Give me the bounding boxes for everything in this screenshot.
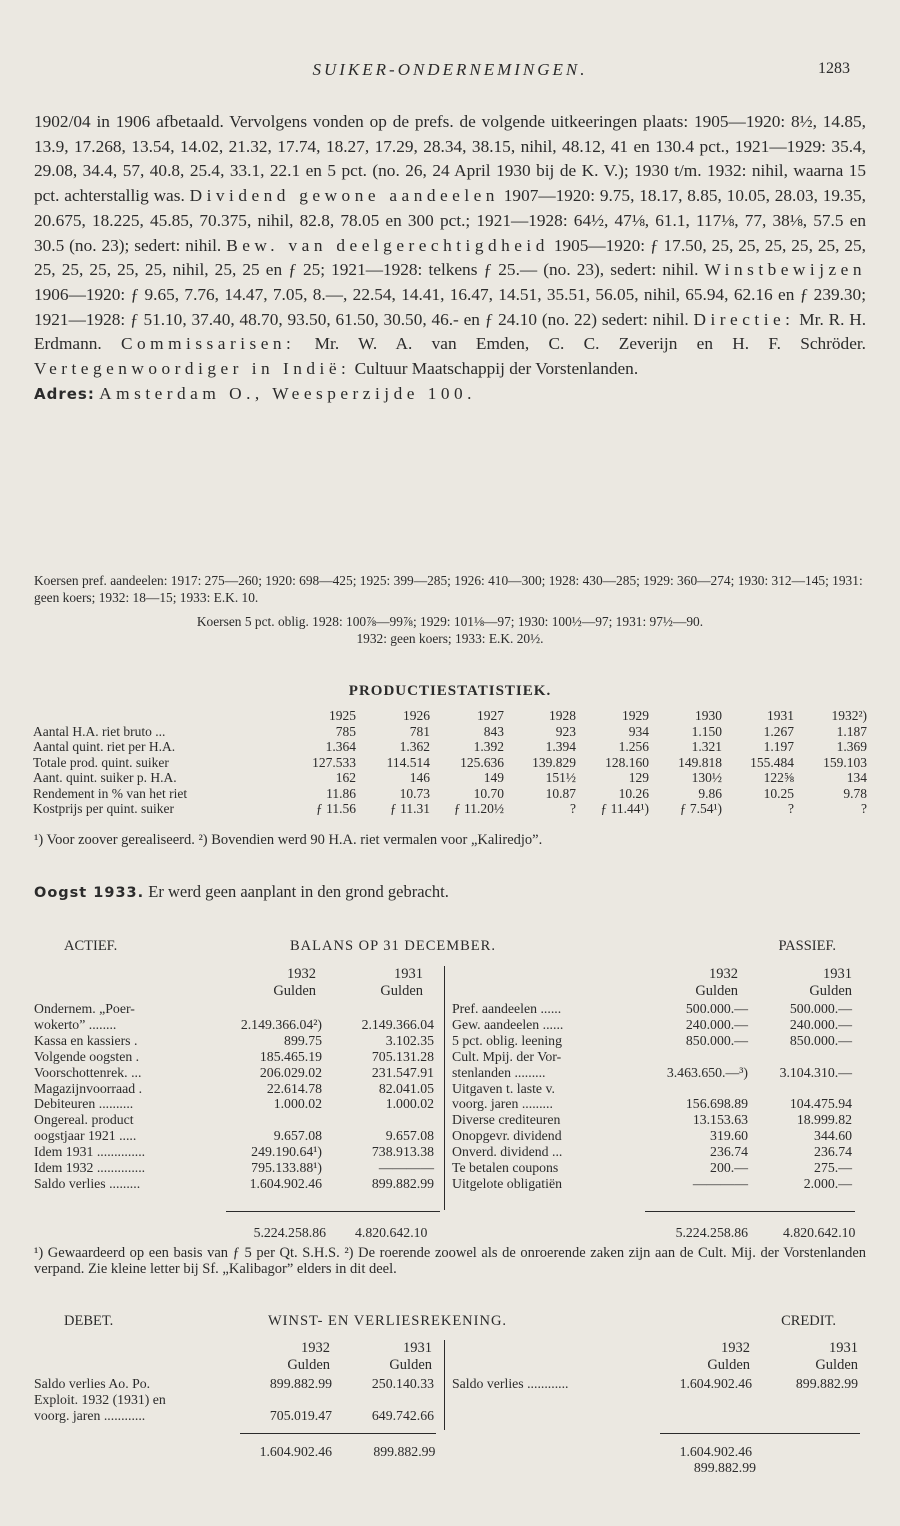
table-cell: 785: [335, 723, 356, 739]
ledger-row: [34, 1112, 434, 1128]
table-cell: 10.70: [473, 785, 504, 801]
table-cell: 1.267: [763, 723, 794, 739]
table-cell: ƒ 11.44¹): [600, 801, 649, 816]
actief-totals: [230, 1225, 430, 1241]
page-number: 1283: [818, 60, 850, 77]
commissarissen-text: Mr. W. A. van Emden, C. C. Zeverijn en H. F. Schröder.: [314, 334, 866, 354]
ledger-label: oogstjaar 1921 .....: [34, 1128, 137, 1144]
actief-total-rule: [226, 1211, 440, 1212]
ledger-label: Saldo verlies .........: [34, 1175, 141, 1191]
passief-totals: [650, 1225, 858, 1241]
ledger-value-1932: 1.604.902.46: [679, 1376, 752, 1391]
debet-table: [34, 1376, 434, 1424]
ledger-value-1931: 344.60: [814, 1128, 852, 1144]
table-row: [33, 739, 867, 755]
productie-year: 1927: [477, 708, 504, 723]
actief-year-1932: 1932: [287, 966, 316, 982]
ledger-value-1932: 249.190.64¹): [251, 1144, 322, 1160]
ledger-value-1931: 82.041.05: [378, 1080, 434, 1096]
credit-year-1932: 1932: [721, 1340, 750, 1356]
productie-year: 1925: [329, 708, 356, 723]
ledger-row: [452, 1049, 852, 1065]
ledger-label: Exploit. 1932 (1931) en: [34, 1391, 166, 1407]
table-row: [33, 770, 867, 786]
table-cell: ƒ 7.54¹): [679, 801, 722, 816]
directie-label: Directie:: [693, 309, 795, 329]
ledger-value-1932: [642, 1081, 748, 1097]
ledger-value-1931: 705.131.28: [371, 1048, 434, 1064]
oogst-section: [34, 882, 449, 902]
koersen-oblig-line1: Koersen 5 pct. oblig. 1928: 100⅞—99⅞; 1929: 101⅛—97; 1930: 100½—97; 1931: 97½—90.: [196, 614, 704, 629]
ledger-value-1931: 2.149.366.04: [361, 1016, 434, 1032]
table-cell: 1.150: [691, 723, 722, 739]
ledger-label: Kassa en kassiers .: [34, 1032, 138, 1048]
ledger-value-1931: 240.000.—: [789, 1016, 852, 1032]
ledger-label: wokerto” ........: [34, 1016, 117, 1032]
oogst-label: Oogst 1933.: [34, 885, 145, 901]
ledger-row: [34, 1128, 434, 1144]
ledger-value-1932: [224, 1112, 322, 1128]
ledger-label: Magazijnvoorraad .: [34, 1080, 143, 1096]
table-cell: 1.187: [836, 723, 867, 739]
ledger-label: Diverse crediteuren: [452, 1112, 561, 1128]
ledger-value-1931: 899.882.99: [371, 1175, 434, 1191]
ledger-label: Ondernem. „Poer-: [34, 1001, 135, 1016]
debet-year-1932: 1932: [301, 1340, 330, 1356]
koersen-oblig-line2: 1932: geen koers; 1933: E.K. 20½.: [356, 631, 544, 646]
table-cell: ?: [861, 801, 867, 816]
table-cell: 1.362: [399, 739, 430, 754]
table-cell: 1.197: [763, 739, 794, 754]
credit-label: CREDIT.: [781, 1313, 836, 1329]
ledger-label: Saldo verlies ............: [452, 1376, 569, 1391]
ledger-row: [452, 1096, 852, 1112]
table-cell: 10.26: [618, 785, 649, 801]
pref-dividend-text: 1902/04 in 1906 afbetaald. Vervolgens vonden op de prefs. de volgende uitkeeringen plaats: 1905—1920: 8½, 14.85, 13.9, 17.268, 13.54, 14.02, 21.32, 17.74, 18.27, 17.29, 28.34, 38.15, nihil, 48.12, 41 en 130.4 pct., 1921—1929: 35.4, 29.08, 34.4, 57, 40.8, 25.4, 33.1, 22.1 en 5 pct. (no. 26, 24 April 1930 bij de K. V.); 1930 t/m. 1932: nihil, waarna 15 pct. achterstallig was.: [34, 112, 866, 206]
debet-col-1931: [340, 1340, 432, 1374]
table-cell: 146: [409, 770, 430, 785]
ledger-value-1931: ————: [378, 1160, 434, 1176]
ledger-row: [452, 1176, 852, 1192]
ledger-value-1931: 104.475.94: [789, 1096, 852, 1112]
ledger-label: Onopgevr. dividend: [452, 1128, 562, 1144]
ledger-value-1931: [322, 1112, 434, 1128]
ledger-value-1931: [748, 1081, 852, 1097]
ledger-label: Onverd. dividend ...: [452, 1144, 563, 1160]
ledger-value-1931: 2.000.—: [803, 1175, 852, 1191]
table-cell: 129: [628, 770, 649, 785]
ledger-value-1932: [234, 1392, 332, 1408]
debet-label: DEBET.: [64, 1313, 114, 1329]
ledger-value-1931: 3.102.35: [385, 1032, 434, 1048]
table-cell: 127.533: [312, 754, 356, 770]
table-cell: 11.86: [326, 785, 356, 801]
actief-total-1931: 4.820.642.10: [355, 1225, 428, 1240]
ledger-value-1931: 738.913.38: [371, 1144, 434, 1160]
ledger-label: Ongereal. product: [34, 1112, 134, 1128]
credit-totals: [652, 1444, 858, 1476]
debet-unit-1931: Gulden: [389, 1357, 432, 1373]
ledger-value-1931: 899.882.99: [795, 1376, 858, 1391]
ledger-row: [34, 1049, 434, 1065]
table-cell: 781: [409, 723, 430, 739]
debet-totals: [234, 1444, 436, 1460]
winst-divider: [444, 1340, 445, 1430]
ledger-value-1932: 200.—: [710, 1160, 748, 1176]
actief-year-1931: 1931: [394, 966, 423, 982]
credit-total-1932: 1.604.902.46: [679, 1444, 752, 1459]
ledger-value-1932: 9.657.08: [273, 1128, 322, 1144]
ledger-value-1932: 240.000.—: [685, 1016, 748, 1032]
table-cell: 934: [628, 723, 649, 739]
actief-unit-1932: Gulden: [273, 983, 316, 999]
ledger-row: [34, 1408, 434, 1424]
ledger-value-1931: 231.547.91: [371, 1064, 434, 1080]
ledger-value-1932: 185.465.19: [259, 1048, 322, 1064]
productie-year: 1932²): [831, 708, 867, 723]
ledger-row: [34, 1096, 434, 1112]
winst-title: WINST- EN VERLIESREKENING.: [268, 1313, 508, 1329]
ledger-value-1931: 250.140.33: [371, 1376, 434, 1391]
table-row: [33, 724, 867, 740]
table-cell: 128.160: [605, 754, 649, 770]
ledger-row: [452, 1112, 852, 1128]
passief-total-rule: [645, 1211, 855, 1212]
row-label: Rendement in % van het riet: [33, 785, 188, 801]
ledger-value-1932: 156.698.89: [685, 1096, 748, 1112]
ledger-value-1932: 1.000.02: [273, 1096, 322, 1112]
actief-col-1931: [335, 966, 423, 1000]
dividend-text: 1907—1920: 9.75, 18.17, 8.85, 10.05, 28.03, 19.35, 20.675, 18.225, 45.85, 70.375, nihil, 82.8, 78.05 en 300 pct.; 1921—1928: 64½, 47⅛, 61.1, 117⅛, 77, 38⅛, 57.5 en 30.5 (no. 23); sedert: nihil.: [34, 186, 866, 255]
table-row: [33, 801, 867, 817]
ledger-row: [34, 1081, 434, 1097]
debet-year-1931: 1931: [403, 1340, 432, 1356]
table-row: [33, 786, 867, 802]
ledger-value-1931: 275.—: [814, 1160, 852, 1176]
table-cell: 149: [483, 770, 504, 785]
table-cell: 923: [555, 723, 576, 739]
passief-label: PASSIEF.: [778, 938, 836, 954]
balans-title: BALANS OP 31 DECEMBER.: [290, 938, 496, 954]
ledger-value-1931: 649.742.66: [371, 1407, 434, 1423]
ledger-label: 5 pct. oblig. leening: [452, 1032, 562, 1048]
bew-label: Bew. van deelgerechtigdheid: [226, 235, 549, 255]
table-cell: 1.392: [473, 739, 504, 754]
koersen-oblig: [34, 613, 866, 647]
productie-year: 1926: [403, 708, 430, 723]
ledger-label: Pref. aandeelen ......: [452, 1001, 562, 1016]
vertegenwoordiger-label: Vertegenwoordiger in Indië:: [34, 359, 351, 379]
row-label: Aantal H.A. riet bruto ...: [33, 723, 166, 739]
ledger-value-1932: 319.60: [710, 1128, 748, 1144]
ledger-label: voorg. jaren .........: [452, 1096, 553, 1112]
debet-total-rule: [240, 1433, 436, 1434]
ledger-label: Voorschottenrek. ...: [34, 1064, 142, 1080]
row-label: Kostprijs per quint. suiker: [33, 801, 174, 816]
table-cell: 1.364: [325, 739, 356, 754]
credit-total-1931: 899.882.99: [693, 1460, 756, 1475]
table-cell: 9.78: [843, 785, 867, 801]
credit-unit-1932: Gulden: [707, 1357, 750, 1373]
adres-text: Amsterdam O., Weesperzijde 100.: [99, 383, 476, 403]
ledger-value-1932: 236.74: [710, 1144, 748, 1160]
ledger-row: [34, 1017, 434, 1033]
passief-total-1932: 5.224.258.86: [675, 1225, 748, 1240]
ledger-value-1932: 22.614.78: [266, 1080, 322, 1096]
vertegenwoordiger-text: Cultuur Maatschappij der Vorstenlanden.: [354, 359, 639, 379]
productie-table: [33, 708, 867, 817]
commissarissen-label: Commissarisen:: [120, 334, 296, 354]
credit-table: [452, 1376, 858, 1392]
passief-col-1931: [760, 966, 852, 1000]
table-cell: 134: [846, 770, 867, 785]
ledger-value-1932: 1.604.902.46: [249, 1175, 322, 1191]
row-label: Totale prod. quint. suiker: [33, 754, 169, 770]
koersen-pref-text: Koersen pref. aandeelen: 1917: 275—260; 1920: 698—425; 1925: 399—285; 1926: 410—300; 1928: 430—285; 1929: 360—274; 1930: 312—145; 1931: geen koers; 1932: 18—15; 1933: E.K. 10.: [34, 573, 863, 605]
table-cell: 125.636: [460, 754, 504, 770]
table-cell: 1.394: [545, 739, 576, 754]
table-cell: 1.256: [618, 739, 649, 754]
table-cell: 130½: [691, 770, 722, 785]
ledger-label: Te betalen coupons: [452, 1160, 559, 1176]
ledger-value-1931: 3.104.310.—: [779, 1064, 852, 1080]
ledger-label: Uitgaven t. laste v.: [452, 1080, 555, 1096]
balans-divider: [444, 966, 445, 1210]
ledger-label: Uitgelote obligatiën: [452, 1175, 562, 1191]
page-header: [0, 60, 900, 84]
ledger-row: [452, 1017, 852, 1033]
productie-year: 1930: [695, 708, 722, 723]
passief-unit-1932: Gulden: [695, 983, 738, 999]
credit-col-1931: [764, 1340, 858, 1374]
ledger-value-1932: 899.882.99: [269, 1376, 332, 1391]
actief-table: [34, 1001, 434, 1192]
ledger-row: [34, 1160, 434, 1176]
table-cell: 10.73: [399, 785, 430, 801]
table-cell: 10.87: [545, 785, 576, 801]
ledger-value-1931: 236.74: [814, 1144, 852, 1160]
ledger-row: [34, 1033, 434, 1049]
balans-footnote: ¹) Gewaardeerd op een basis van ƒ 5 per Qt. S.H.S. ²) De roerende zoowel als de onroerende zaken zijn aan de Cult. Mij. der Vorstenlanden verpand. Zie kleine letter bij Sf. „Kalibagor” elders in dit deel.: [34, 1245, 866, 1277]
table-cell: ƒ 11.56: [316, 801, 356, 816]
ledger-row: [452, 1144, 852, 1160]
table-cell: 162: [335, 770, 356, 785]
ledger-value-1932: 500.000.—: [685, 1001, 748, 1016]
passief-year-1932: 1932: [709, 966, 738, 982]
table-cell: 149.818: [678, 754, 722, 770]
productie-corner: [33, 708, 278, 724]
table-cell: 151½: [545, 770, 576, 785]
row-label: Aant. quint. suiker p. H.A.: [33, 770, 177, 785]
row-label: Aantal quint. riet per H.A.: [33, 739, 176, 754]
credit-year-1931: 1931: [829, 1340, 858, 1356]
ledger-value-1932: 13.153.63: [692, 1112, 748, 1128]
table-cell: ?: [570, 801, 576, 816]
directie-text: Mr. R. H. Erdmann.: [34, 309, 867, 354]
productie-year: 1931: [767, 708, 794, 723]
ledger-label: Debiteuren ..........: [34, 1096, 134, 1112]
ledger-row: [452, 1081, 852, 1097]
credit-unit-1931: Gulden: [815, 1357, 858, 1373]
ledger-value-1931: 1.000.02: [385, 1096, 434, 1112]
oogst-text: Er werd geen aanplant in den grond gebracht.: [148, 882, 449, 901]
ledger-value-1931: 18.999.82: [796, 1112, 852, 1128]
passief-total-1931: 4.820.642.10: [783, 1225, 856, 1240]
ledger-value-1932: ————: [692, 1175, 748, 1191]
table-cell: 159.103: [823, 754, 867, 770]
ledger-value-1932: [224, 1001, 322, 1017]
ledger-row: [452, 1160, 852, 1176]
ledger-label: Gew. aandeelen ......: [452, 1016, 564, 1032]
ledger-value-1931: 9.657.08: [385, 1128, 434, 1144]
ledger-value-1932: 795.133.88¹): [251, 1160, 322, 1176]
table-row: [33, 755, 867, 771]
actief-col-1932: [226, 966, 316, 1000]
ledger-label: Saldo verlies Ao. Po.: [34, 1376, 151, 1391]
ledger-row: [452, 1033, 852, 1049]
table-cell: 9.86: [698, 785, 722, 801]
ledger-value-1932: 705.019.47: [269, 1407, 332, 1423]
ledger-value-1931: [748, 1049, 852, 1065]
dividend-label: Dividend gewone aandeelen: [189, 186, 499, 206]
productie-year: 1929: [622, 708, 649, 723]
credit-total-rule: [660, 1433, 860, 1434]
actief-total-1932: 5.224.258.86: [253, 1225, 326, 1240]
table-cell: ƒ 11.31: [390, 801, 430, 816]
debet-col-1932: [240, 1340, 330, 1374]
passief-table: [452, 1001, 852, 1192]
ledger-label: Volgende oogsten .: [34, 1048, 140, 1064]
winst-text: 1906—1920: ƒ 9.65, 7.76, 14.47, 7.05, 8.—, 22.54, 14.41, 16.47, 14.51, 35.51, 56.05, nihil, 65.94, 62.16 en ƒ 239.30; 1921—1928: ƒ 51.10, 37.40, 48.70, 93.50, 61.50, 30.50, 46.- en ƒ 24.10 (no. 22) sedert: nihil.: [34, 284, 866, 329]
balans-heading: [34, 938, 866, 958]
ledger-label: Idem 1932 ..............: [34, 1160, 146, 1176]
bew-text: 1905—1920: ƒ 17.50, 25, 25, 25, 25, 25, 25, 25, 25, 25, 25, 25, nihil, 25, 25 en ƒ 25; 1921—1928: telkens ƒ 25.— (no. 23), sedert: nihil.: [34, 235, 866, 280]
ledger-row: [452, 1376, 858, 1392]
ledger-value-1931: [322, 1001, 434, 1017]
table-cell: ?: [788, 801, 794, 816]
debet-unit-1932: Gulden: [287, 1357, 330, 1373]
productie-footnote: ¹) Voor zoover gerealiseerd. ²) Bovendien werd 90 H.A. riet vermalen voor „Kaliredjo”.: [34, 832, 543, 848]
table-cell: 114.514: [386, 754, 430, 770]
ledger-label: Cult. Mpij. der Vor-: [452, 1048, 562, 1064]
table-cell: 122⅝: [763, 770, 794, 785]
ledger-row: [452, 1001, 852, 1017]
table-cell: ƒ 11.20½: [453, 801, 504, 816]
ledger-row: [34, 1176, 434, 1192]
adres-label: Adres:: [34, 384, 95, 403]
productie-title: PRODUCTIESTATISTIEK.: [348, 683, 552, 699]
ledger-value-1932: 2.149.366.04²): [240, 1016, 322, 1032]
table-cell: 1.321: [691, 739, 722, 754]
company-description: [34, 110, 866, 406]
ledger-value-1932: [642, 1049, 748, 1065]
debet-total-1932: 1.604.902.46: [259, 1444, 332, 1459]
table-cell: 10.25: [763, 785, 794, 801]
ledger-row: [452, 1128, 852, 1144]
ledger-value-1931: 500.000.—: [789, 1001, 852, 1016]
running-title: SUIKER-ONDERNEMINGEN.: [312, 60, 588, 79]
ledger-row: [34, 1144, 434, 1160]
actief-label: ACTIEF.: [64, 938, 118, 954]
productie-year-row: [33, 708, 867, 724]
actief-unit-1931: Gulden: [380, 983, 423, 999]
table-cell: 139.829: [532, 754, 576, 770]
winst-heading: [34, 1313, 866, 1333]
passief-col-1932: [650, 966, 738, 1000]
ledger-label: voorg. jaren ............: [34, 1407, 146, 1423]
productie-year: 1928: [549, 708, 576, 723]
ledger-row: [34, 1065, 434, 1081]
credit-col-1932: [660, 1340, 750, 1374]
winst-label: Winstbewijzen: [704, 260, 866, 280]
ledger-value-1932: 3.463.650.—³): [666, 1064, 748, 1080]
ledger-value-1932: 206.029.02: [259, 1064, 322, 1080]
ledger-row: [34, 1392, 434, 1408]
ledger-value-1932: 850.000.—: [685, 1032, 748, 1048]
ledger-label: stenlanden .........: [452, 1064, 546, 1080]
ledger-row: [452, 1065, 852, 1081]
table-cell: 843: [483, 723, 504, 739]
passief-unit-1931: Gulden: [809, 983, 852, 999]
ledger-value-1932: 899.75: [284, 1032, 322, 1048]
ledger-row: [34, 1376, 434, 1392]
ledger-value-1931: 850.000.—: [789, 1032, 852, 1048]
koersen-pref: [34, 572, 866, 606]
ledger-value-1931: [332, 1392, 434, 1408]
passief-year-1931: 1931: [823, 966, 852, 982]
ledger-label: Idem 1931 ..............: [34, 1144, 146, 1160]
table-cell: 1.369: [836, 739, 867, 754]
debet-total-1931: 899.882.99: [373, 1444, 436, 1459]
ledger-row: [34, 1001, 434, 1017]
table-cell: 155.484: [750, 754, 794, 770]
